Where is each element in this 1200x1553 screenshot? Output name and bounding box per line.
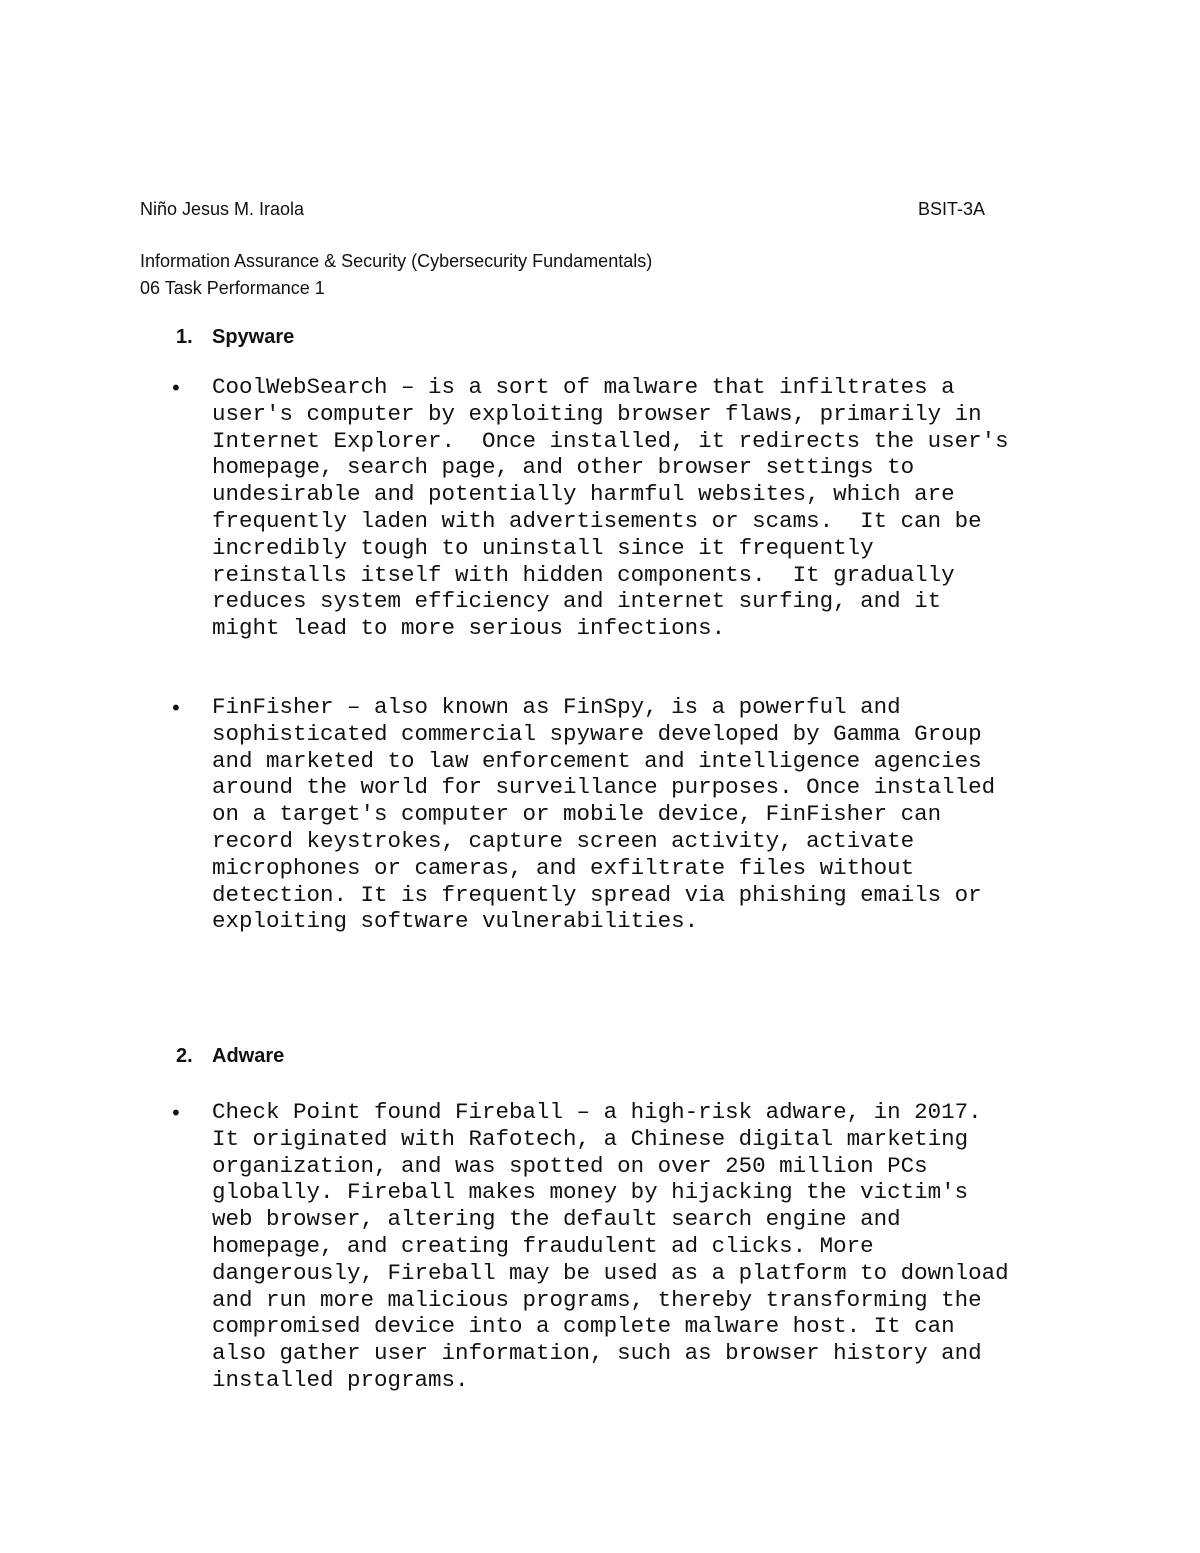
section-number: 1.: [176, 326, 193, 348]
bullet-text: CoolWebSearch – is a sort of malware that infiltrates a user's computer by exploiting browser flaws, primarily in Internet Explorer. Once installed, it redirects the user's homepage, search page, and other browser settings to undesirable and potentially harmful websites, which are frequently laden with advertisements or scams. It can be incredibly tough to uninstall since it frequently reinstalls itself with hidden components. It gradually reduces system efficiency and internet surfing, and it might lead to more serious infections.: [212, 374, 1009, 642]
course-title: Information Assurance & Security (Cybersecurity Fundamentals): [140, 251, 653, 271]
student-section: BSIT-3A: [918, 199, 986, 219]
list-item: [170, 694, 1050, 935]
section-title: Adware: [212, 1045, 285, 1067]
list-item: [170, 1099, 1050, 1394]
bullet-icon: •: [170, 696, 182, 720]
section-heading-adware: [176, 1042, 284, 1070]
task-title: 06 Task Performance 1: [140, 278, 325, 298]
list-item: [170, 374, 1050, 642]
bullet-text: FinFisher – also known as FinSpy, is a powerful and sophisticated commercial spyware developed by Gamma Group and marketed to law enforcement and intelligence agencies around the world for surveillance purposes. Once installed on a target's computer or mobile device, FinFisher can record keystrokes, capture screen activity, activate microphones or cameras, and exfiltrate files without detection. It is frequently spread via phishing emails or exploiting software vulnerabilities.: [212, 694, 996, 935]
bullet-icon: •: [170, 376, 182, 400]
section-title: Spyware: [212, 326, 295, 348]
section-heading-spyware: [176, 323, 294, 351]
bullet-text: Check Point found Fireball – a high-risk adware, in 2017. It originated with Rafotech, a Chinese digital marketing organization, and was spotted on over 250 million PCs globally. Fireball makes money by hijacking the victim's web browser, altering the default search engine and homepage, and creating fraudulent ad clicks. More dangerously, Fireball may be used as a platform to download and run more malicious programs, thereby transforming the compromised device into a complete malware host. It can also gather user information, such as browser history and installed programs.: [212, 1099, 1009, 1393]
student-name: Niño Jesus M. Iraola: [140, 199, 305, 219]
section-number: 2.: [176, 1045, 193, 1067]
bullet-icon: •: [170, 1101, 182, 1125]
